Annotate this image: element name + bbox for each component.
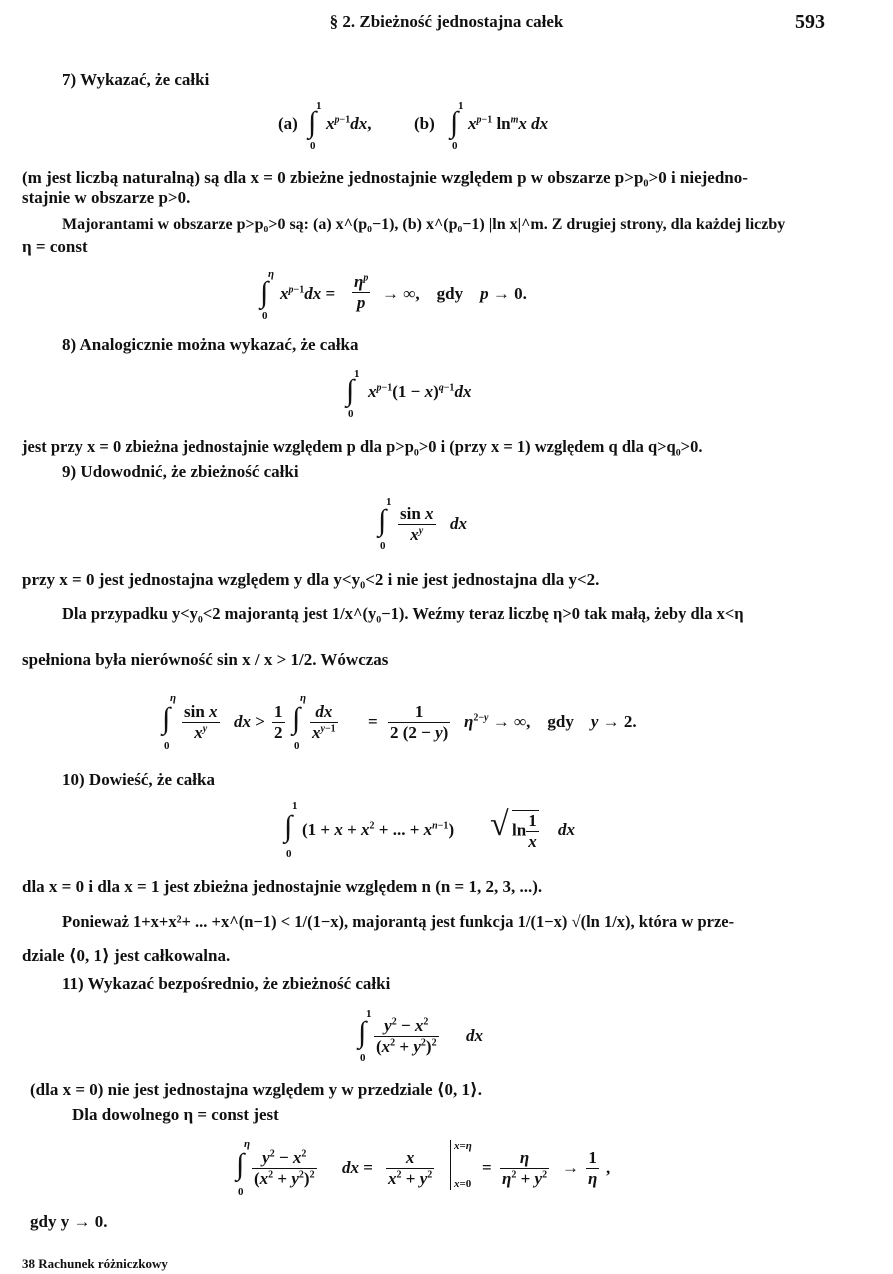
footer-text: 38 Rachunek różniczkowy	[22, 1256, 168, 1271]
problem-7-text-1: (m jest liczbą naturalną) są dla x = 0 zbieżne jednostajnie względem p w obszarze p>p₀>0 i niejedno-	[22, 168, 748, 187]
problem-8-equation: ∫ 1 0 $x^{p-1}(1 - x)^{q-1}dx$	[346, 368, 472, 420]
problem-9-equation: ∫ 1 0 sin x $x^y$ dx	[378, 496, 467, 552]
problem-8-title: 8) Analogicznie można wykazać, że całka	[62, 335, 359, 354]
problem-7-text-3: Majorantami w obszarze p>p₀>0 są: (a) x^(p₀−1), (b) x^(p₀−1) |ln x|^m. Z drugiej strony, dla każdej liczby	[62, 216, 786, 233]
problem-7-text-2: stajnie w obszarze p>0.	[22, 188, 191, 207]
problem-7-equation-2: ∫ η 0 $x^{p-1}dx$ = $\eta^p$ p → ∞, gdy p → 0.	[260, 268, 527, 322]
running-header	[0, 12, 893, 32]
problem-7-title: 7) Wykazać, że całki	[62, 70, 210, 89]
section-title: § 2. Zbieżność jednostajna całek	[329, 12, 564, 31]
problem-11-text-3: gdy y → 0.	[30, 1212, 108, 1231]
problem-9-text-3: spełniona była nierówność sin x / x > 1/2. Wówczas	[22, 650, 389, 669]
problem-10-text-2: Ponieważ 1+x+x²+ ... +x^(n−1) < 1/(1−x), majorantą jest funkcja 1/(1−x) √(ln 1/x), która w prze-	[62, 912, 735, 931]
problem-9-text-1: przy x = 0 jest jednostajna względem y dla y<y₀<2 i nie jest jednostajna dla y<2.	[22, 570, 600, 589]
page-number: 593	[795, 11, 825, 33]
problem-11-equation: ∫ 1 0 $y^2 - x^2$ $(x^2 + y^2)^2$ dx	[358, 1008, 483, 1064]
problem-11-text-1: (dla x = 0) nie jest jednostajna względem y w przedziale ⟨0, 1⟩.	[30, 1080, 483, 1099]
problem-11-title: 11) Wykazać bezpośrednio, że zbieżność całki	[62, 974, 391, 993]
problem-10-text-1: dla x = 0 i dla x = 1 jest zbieżna jednostajnie względem n (n = 1, 2, 3, ...).	[22, 877, 543, 896]
problem-10-title: 10) Dowieść, że całka	[62, 770, 215, 789]
problem-9-text-2: Dla przypadku y<y₀<2 majorantą jest 1/x^(y₀−1). Weźmy teraz liczbę η>0 tak małą, żeby dla x<η	[62, 604, 744, 623]
problem-10-text-3: dziale ⟨0, 1⟩ jest całkowalna.	[22, 946, 231, 965]
problem-8-text: jest przy x = 0 zbieżna jednostajnie względem p dla p>p₀>0 i (przy x = 1) względem q dla q>q₀>0.	[22, 437, 703, 456]
problem-9-equation-2: ∫ η 0 sin x $x^y$ dx > 1 2 ∫ η 0 dx $x^{y-1}$ = 1 2 (2 − y) $\eta^{2-y}$ → ∞, gdy y → 2.	[162, 692, 637, 752]
problem-11-equation-2: ∫ η 0 $y^2 - x^2$ $(x^2 + y^2)^2$ dx = x $x^2 + y^2$ x=η x=0 = η $\eta^2 + y^2$ → 1 η ,	[236, 1138, 611, 1198]
problem-10-equation: ∫ 1 0 ($1 + x + x^2$ + ... + $x^{n-1}$) √ ln $\frac{1}{x}$ dx	[284, 800, 575, 860]
problem-11-text-2: Dla dowolnego η = const jest	[72, 1105, 279, 1124]
problem-9-title: 9) Udowodnić, że zbieżność całki	[62, 462, 299, 481]
problem-7-text-4: η = const	[22, 237, 88, 256]
